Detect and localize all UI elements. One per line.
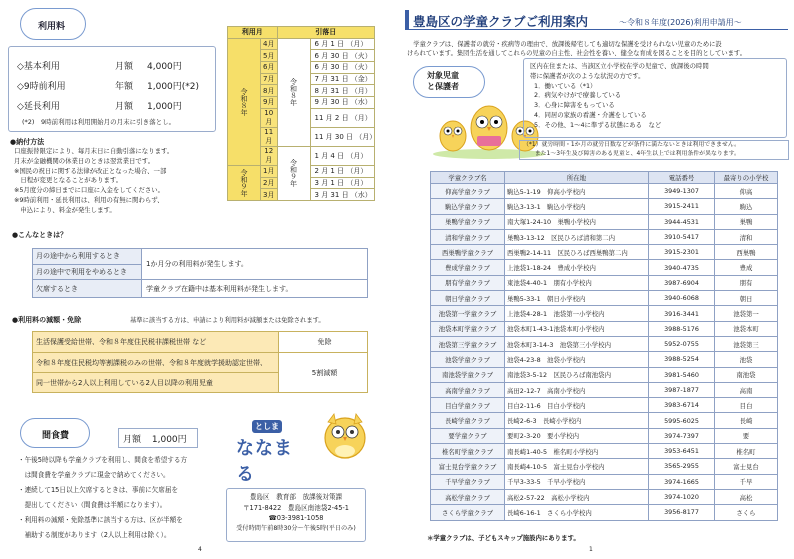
payment-line: ※国民の祝日に関する法律が改正となった場合、一部 [14, 166, 167, 175]
club-name: 高松学童クラブ [431, 489, 505, 504]
club-name: 千早学童クラブ [431, 474, 505, 489]
club-name: 南池袋学童クラブ [431, 367, 505, 382]
snack-line: ・連続して15日以上欠席するときは、事前に欠席届を [18, 486, 179, 494]
reduce-desc: 基準に該当する方は、申請により利用料が減額または免除されます。 [130, 317, 325, 324]
club-name: 要学童クラブ [431, 428, 505, 443]
club-school: 池袋 [715, 352, 778, 367]
schedule-date: 8 月 31 日 （月） [310, 85, 374, 97]
table-row [431, 428, 778, 443]
payment-line: ※5月度分の締日までに口座に入金をしてください。 [14, 186, 165, 195]
table-row [431, 199, 778, 214]
club-phone: 3987-1877 [649, 382, 715, 397]
target-title-line: 対象児童 [427, 71, 459, 80]
case-question: 月の途中から利用するとき [33, 249, 142, 265]
club-name: 駒込学童クラブ [431, 199, 505, 214]
club-address: 巣鴨5-33-1 朝日小学校内 [505, 291, 649, 306]
reduction-result: 免除 [279, 332, 368, 353]
club-phone: 3944-4531 [649, 214, 715, 229]
table-row [431, 505, 778, 520]
mascot-big-label: なまる [236, 438, 293, 485]
schedule-date: 6 月 30 日 （火） [310, 62, 374, 74]
club-phone: 3981-5460 [649, 367, 715, 382]
club-name: 仰高学童クラブ [431, 184, 505, 199]
target-line: 5．その他、1～4に準ずる状態にある など [534, 120, 662, 129]
club-address: 巣鴨3-13-12 区民ひろば清和第二内 [505, 229, 649, 244]
footnote: ＊学童クラブは、子どもスキップ施設内にあります。 [427, 534, 580, 542]
page-number: 4 [198, 546, 202, 553]
club-name: 池袋第三学童クラブ [431, 336, 505, 351]
table-row [431, 229, 778, 244]
table-row [431, 184, 778, 199]
schedule-month: 8月 [261, 85, 278, 97]
payment-line: 日程が変更となることがあります。 [14, 176, 123, 185]
club-phone: 3988-5254 [649, 352, 715, 367]
table-row [431, 474, 778, 489]
club-name: 豊成学童クラブ [431, 260, 505, 275]
target-line: 2．病気やけがで療養している [534, 91, 622, 100]
club-name: 富士見台学童クラブ [431, 459, 505, 474]
target-title-line: と保護者 [427, 82, 459, 91]
debit-schedule-table [227, 26, 375, 201]
mascot-small-label: としま [252, 420, 282, 433]
club-phone: 3956-8177 [649, 505, 715, 520]
schedule-month: 5月 [261, 50, 278, 62]
schedule-head-date: 引落日 [277, 27, 374, 39]
club-name: 目白学童クラブ [431, 398, 505, 413]
intro-text [407, 40, 787, 58]
club-school: 富士見台 [715, 459, 778, 474]
club-school: 巣鴨 [715, 214, 778, 229]
club-school: 西巣鴨 [715, 245, 778, 260]
club-address: 東池袋4-40-1 朋有小学校内 [505, 275, 649, 290]
schedule-year: 令和８年 [228, 38, 261, 165]
club-phone: 3974-1020 [649, 489, 715, 504]
snack-amount: 1,000円 [151, 435, 187, 445]
schedule-date: 6 月 1 日 （月） [310, 38, 374, 50]
club-name: 巣鴨学童クラブ [431, 214, 505, 229]
reduction-condition: 令和８年度住民税均等割課税のみの世帯、令和８年度就学援助認定世帯、 [33, 353, 279, 373]
payment-line: 月末が金融機関の休業日のときは翌営業日です。 [14, 156, 155, 165]
club-school: 池袋第三 [715, 336, 778, 351]
col-header: 所在地 [505, 172, 649, 184]
club-address: 池袋4-23-8 池袋小学校内 [505, 352, 649, 367]
club-address: 長崎2-6-3 長崎小学校内 [505, 413, 649, 428]
schedule-month: 10月 [261, 108, 278, 127]
table-row [431, 367, 778, 382]
table-row [431, 214, 778, 229]
reduction-result: 5割減額 [279, 353, 368, 393]
intro-line: 学童クラブは、保護者の就労・疾病等の理由で、放課後帰宅しても適切な保護を受けられない児童のために設 [407, 41, 722, 48]
contact-box [226, 488, 366, 542]
schedule-date: 9 月 30 日 （水） [310, 97, 374, 109]
schedule-month: 2月 [261, 177, 278, 189]
snack-text [18, 453, 187, 543]
snack-line: ・利用料の減額・免除基準に該当する方は、区が半額を [18, 516, 183, 524]
club-school: 要 [715, 428, 778, 443]
reduction-condition: 生活保護受給世帯、令和８年度住民税非課税世帯 など [33, 332, 279, 353]
reduction-table [32, 331, 368, 393]
club-address: 南大塚1-24-10 巣鴨小学校内 [505, 214, 649, 229]
club-school: 池袋第一 [715, 306, 778, 321]
club-phone: 3988-5176 [649, 321, 715, 336]
club-address: 高松2-57-22 高松小学校内 [505, 489, 649, 504]
club-phone: 3916-3441 [649, 306, 715, 321]
target-line: 4．同居の家族の看護・介護をしている [534, 110, 647, 119]
club-address: 南長崎4-10-5 富士見台小学校内 [505, 459, 649, 474]
contact-hours: 受付時間午前8時30分～午後5時(平日のみ) [236, 524, 356, 532]
club-address: 高田2-12-7 高南小学校内 [505, 382, 649, 397]
club-address: 西巣鴨2-14-11 区民ひろば西巣鴨第二内 [505, 245, 649, 260]
reduce-title: ●利用料の減額・免除 [12, 316, 82, 324]
club-name: 長崎学童クラブ [431, 413, 505, 428]
schedule-year: 令和９年 [277, 146, 310, 200]
club-phone: 3974-1665 [649, 474, 715, 489]
target-box [523, 58, 787, 138]
payment-title: ●納付方法 [10, 138, 45, 146]
club-school: さくら [715, 505, 778, 520]
club-name: 池袋学童クラブ [431, 352, 505, 367]
right-page [397, 0, 794, 559]
club-name: さくら学童クラブ [431, 505, 505, 520]
club-name: 池袋本町学童クラブ [431, 321, 505, 336]
schedule-month: 6月 [261, 62, 278, 74]
club-school: 高松 [715, 489, 778, 504]
contact-phone: ☎03-3981-1058 [268, 514, 324, 522]
table-row [431, 245, 778, 260]
club-phone: 3983-6714 [649, 398, 715, 413]
contact-org: 豊島区 教育部 放課後対策課 [249, 493, 343, 501]
club-phone: 3915-2301 [649, 245, 715, 260]
club-school: 朋有 [715, 275, 778, 290]
club-name: 清和学童クラブ [431, 229, 505, 244]
club-address: 南長崎1-40-5 椎名町小学校内 [505, 444, 649, 459]
reduction-condition: 同一世帯から2人以上利用している2人目以降の利用児童 [33, 373, 279, 393]
club-name: 高南学童クラブ [431, 382, 505, 397]
club-address: 駒込3-13-1 駒込小学校内 [505, 199, 649, 214]
club-address: 池袋本町3-14-3 池袋第三小学校内 [505, 336, 649, 351]
page-number: 1 [589, 546, 593, 553]
mascot-logo [236, 420, 306, 485]
col-header: 最寄りの小学校 [715, 172, 778, 184]
club-phone: 5952-0755 [649, 336, 715, 351]
table-row [431, 321, 778, 336]
page-title: 豊島区の学童クラブご利用案内 [413, 14, 589, 29]
table-row [431, 260, 778, 275]
col-header: 電話番号 [649, 172, 715, 184]
club-school: 南池袋 [715, 367, 778, 382]
target-title [427, 70, 459, 92]
club-name: 朝日学童クラブ [431, 291, 505, 306]
snack-line: 補助する制度があります（2人以上利用は除く）。 [18, 531, 171, 539]
fee-row [17, 59, 60, 72]
snack-period: 月額 [123, 435, 142, 445]
snack-line: 提出してください（間食費は半額になります）。 [18, 501, 167, 509]
table-row [431, 382, 778, 397]
payment-line: 申込により、料金が発生します。 [14, 205, 116, 214]
schedule-date: 11 月 2 日 （月） [310, 108, 374, 127]
col-header: 学童クラブ名 [431, 172, 505, 184]
target-line: 区内在住または、当該区立小学校在学の児童で、放課後の時間 [530, 62, 709, 70]
club-phone: 3987-6904 [649, 275, 715, 290]
club-school: 千早 [715, 474, 778, 489]
fee-amount: 4,000円 [147, 62, 182, 72]
fee-amount: 1,000円(*2) [147, 82, 200, 92]
club-phone: 3949-1307 [649, 184, 715, 199]
schedule-date: 3 月 31 日 （水） [310, 189, 374, 201]
schedule-year: 令和８年 [277, 38, 310, 146]
schedule-year: 令和９年 [228, 165, 261, 200]
schedule-date: 6 月 30 日 （火） [310, 50, 374, 62]
schedule-date: 11 月 30 日 （月） [310, 127, 374, 146]
table-row [431, 398, 778, 413]
target-note-line: また1～3年生及び障害のある児童と、4年生以上では利用条件が異なります。 [523, 151, 740, 157]
club-name: 椎名町学童クラブ [431, 444, 505, 459]
case-question: 月の途中で利用をやめるとき [33, 264, 142, 280]
club-address: 目白2-11-6 目白小学校内 [505, 398, 649, 413]
case-answer: 学童クラブ在籍中は基本利用料が発生します。 [142, 280, 368, 298]
fee-name: ◇延長利用 [17, 102, 60, 112]
fee-period: 月額 [115, 102, 134, 112]
table-row [431, 291, 778, 306]
payment-line: ※9時前利用・延長利用は、利用の有無に関わらず、 [14, 195, 164, 204]
target-note-line: （*1）就労時間・1か月の就労日数などが条件に満たないときは利用できません。 [523, 142, 740, 148]
table-row [431, 275, 778, 290]
club-school: 清和 [715, 229, 778, 244]
club-school: 豊成 [715, 260, 778, 275]
fee-name: ◇9時前利用 [17, 82, 66, 92]
table-row [431, 352, 778, 367]
club-school: 椎名町 [715, 444, 778, 459]
club-phone: 3915-2411 [649, 199, 715, 214]
fee-note: (*2) 9時前利用は利用開始月の月末に引き落とし。 [22, 118, 176, 126]
schedule-month: 9月 [261, 97, 278, 109]
club-address: 上池袋1-18-24 豊成小学校内 [505, 260, 649, 275]
schedule-date: 3 月 1 日 （月） [310, 177, 374, 189]
intro-line: けられています。集団生活を通してこれらの児童の自主性、社会性を養い、健全な育成を図ることを目的としています。 [407, 50, 747, 57]
club-phone: 3910-5417 [649, 229, 715, 244]
club-school: 目白 [715, 398, 778, 413]
case-answer: 1か月分の利用料が発生します。 [142, 249, 368, 280]
club-name: 西巣鴨学童クラブ [431, 245, 505, 260]
owl-mascot-icon [316, 404, 374, 462]
payment-line: 口座振替限定により、毎月末日に自動引落になります。 [14, 147, 174, 155]
club-address: 千早3-33-5 千早小学校内 [505, 474, 649, 489]
case-question: 欠席するとき [33, 280, 142, 298]
schedule-head-month: 利用月 [228, 27, 278, 39]
club-school: 駒込 [715, 199, 778, 214]
club-school: 朝日 [715, 291, 778, 306]
club-name: 朋有学童クラブ [431, 275, 505, 290]
snack-line: は間食費を学童クラブに現金で納めてください。 [18, 471, 170, 479]
club-phone: 5995-6025 [649, 413, 715, 428]
club-name: 池袋第一学童クラブ [431, 306, 505, 321]
club-school: 長崎 [715, 413, 778, 428]
mascot-pre: な [236, 438, 255, 459]
club-phone: 3565-2955 [649, 459, 715, 474]
target-note [519, 140, 789, 160]
club-address: 池袋本町1-43-1池袋本町小学校内 [505, 321, 649, 336]
club-address: 上池袋4-28-1 池袋第一小学校内 [505, 306, 649, 321]
cases-table [32, 248, 368, 298]
snack-fee-box [118, 428, 198, 448]
schedule-month: 11月 [261, 127, 278, 146]
clubs-table [430, 171, 778, 521]
schedule-date: 7 月 31 日 （金） [310, 73, 374, 85]
page-subtitle: ～令和８年度(2026)利用申請用～ [619, 18, 742, 27]
table-row [431, 336, 778, 351]
club-school: 仰高 [715, 184, 778, 199]
target-line: 1．働いている（*1） [534, 81, 597, 90]
fee-name: ◇基本利用 [17, 62, 60, 72]
club-address: 南池袋3-5-12 区民ひろば南池袋内 [505, 367, 649, 382]
table-row [431, 413, 778, 428]
schedule-month: 4月 [261, 38, 278, 50]
schedule-month: 1月 [261, 165, 278, 177]
club-address: 要町2-3-20 要小学校内 [505, 428, 649, 443]
club-phone: 3940-4735 [649, 260, 715, 275]
table-row [431, 489, 778, 504]
snack-header: 間食費 [42, 431, 70, 441]
club-phone: 3974-7397 [649, 428, 715, 443]
contact-address: 〒171-8422 豊島区南池袋2-45-1 [242, 503, 350, 512]
target-line: 3．心身に障害をもっている [534, 101, 615, 110]
schedule-month: 12月 [261, 146, 278, 165]
club-school: 池袋本町 [715, 321, 778, 336]
club-address: 駒込5-1-19 仰高小学校内 [505, 184, 649, 199]
club-phone: 3953-6451 [649, 444, 715, 459]
fee-period: 月額 [115, 62, 134, 72]
club-school: 高南 [715, 382, 778, 397]
fee-header: 利用料 [38, 22, 66, 32]
schedule-month: 3月 [261, 189, 278, 201]
fee-period: 年額 [115, 82, 134, 92]
club-address: 長崎6-16-1 さくら小学校内 [505, 505, 649, 520]
table-row [431, 459, 778, 474]
schedule-date: 1 月 4 日 （月） [310, 146, 374, 165]
schedule-date: 2 月 1 日 （月） [310, 165, 374, 177]
table-row [431, 444, 778, 459]
table-row [431, 306, 778, 321]
fee-amount: 1,000円 [147, 102, 182, 112]
cases-title: ●こんなときは？ [12, 231, 68, 239]
payment-text [14, 147, 173, 216]
snack-line: ・午後5時以降も学童クラブを利用し、間食を希望する方 [18, 456, 188, 464]
club-phone: 3940-6068 [649, 291, 715, 306]
target-line: 帯に保護者が次のような状況の方です。 [530, 71, 645, 80]
schedule-month: 7月 [261, 73, 278, 85]
